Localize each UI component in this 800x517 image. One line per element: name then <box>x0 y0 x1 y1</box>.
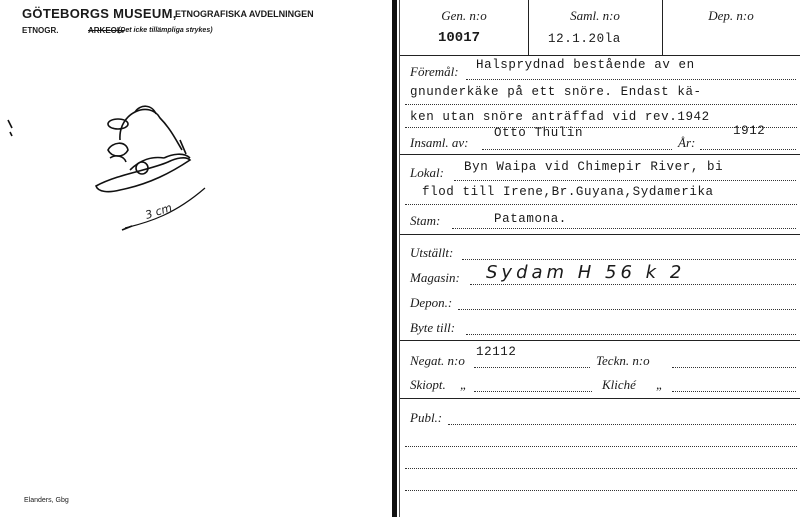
header-bottom-rule <box>400 55 800 56</box>
dotted-rule <box>474 391 592 392</box>
dotted-rule <box>700 149 796 150</box>
kliche-label: Kliché <box>602 377 636 392</box>
dotted-rule <box>405 204 797 205</box>
dotted-rule <box>405 468 797 469</box>
dotted-rule <box>474 367 590 368</box>
museum-name: GÖTEBORGS MUSEUM, <box>22 6 177 21</box>
dotted-rule <box>405 490 797 491</box>
foremal-line-2: gnunderkäke på ett snöre. Endast kä- <box>410 85 702 99</box>
dotted-rule <box>405 104 797 105</box>
foremal-label: Föremål: <box>410 64 459 79</box>
kliche-ditto: „ <box>656 377 664 392</box>
insaml-label: Insaml. av: <box>410 135 469 150</box>
ar-value: 1912 <box>733 124 766 138</box>
saml-number-value: 12.1.20la <box>548 32 621 46</box>
dotted-rule <box>482 149 672 150</box>
lokal-line-2: flod till Irene,Br.Guyana,Sydamerika <box>422 185 714 199</box>
depon-label: Depon.: <box>410 295 453 310</box>
card-divider-thin <box>399 0 400 517</box>
dotted-rule <box>462 259 796 260</box>
category-arkeol: ARKEOL. <box>88 26 124 35</box>
dep-number-label: Dep. n:o <box>708 8 754 23</box>
publ-label: Publ.: <box>410 410 443 425</box>
category-etnogr: ETNOGR. <box>22 26 59 35</box>
dotted-rule <box>448 424 796 425</box>
dotted-rule <box>452 228 796 229</box>
section-rule <box>400 154 800 155</box>
department-name: ETNOGRAFISKA AVDELNINGEN <box>175 9 314 19</box>
insaml-value: Otto Thulin <box>494 126 584 140</box>
dotted-rule <box>458 309 796 310</box>
utstallt-label: Utställt: <box>410 245 454 260</box>
printer-credit: Elanders, Gbg <box>24 497 69 504</box>
object-sketch <box>0 0 390 517</box>
saml-number-label: Saml. n:o <box>570 8 620 23</box>
sketch-scale-label: 3 cm <box>143 201 174 222</box>
dotted-rule <box>672 391 796 392</box>
gen-number-label: Gen. n:o <box>441 8 487 23</box>
section-rule <box>400 234 800 235</box>
gen-number-value: 10017 <box>438 30 481 46</box>
section-rule <box>400 340 800 341</box>
foremal-line-1: Halsprydnad bestående av en <box>476 58 695 72</box>
lokal-line-1: Byn Waipa vid Chimepir River, bi <box>464 160 724 174</box>
foremal-line-3: ken utan snöre anträffad vid rev.1942 <box>410 110 710 124</box>
dotted-rule <box>405 446 797 447</box>
ar-label: År: <box>678 135 696 150</box>
dotted-rule <box>672 367 796 368</box>
teckn-label: Teckn. n:o <box>596 353 650 368</box>
negat-value: 12112 <box>476 345 517 359</box>
section-rule <box>400 398 800 399</box>
dotted-rule <box>454 180 796 181</box>
strike-instruction: (Det icke tillämpliga strykes) <box>118 27 213 34</box>
dotted-rule <box>466 79 796 80</box>
magasin-value: Sydam H 56 k 2 <box>486 262 686 283</box>
negat-label: Negat. n:o <box>410 353 465 368</box>
lokal-label: Lokal: <box>410 165 444 180</box>
skiopt-label: Skiopt. <box>410 377 446 392</box>
dotted-rule <box>470 284 796 285</box>
byte-label: Byte till: <box>410 320 456 335</box>
card-divider <box>392 0 397 517</box>
magasin-label: Magasin: <box>410 270 460 285</box>
dotted-rule <box>466 334 796 335</box>
skiopt-ditto: „ <box>460 377 468 392</box>
stam-label: Stam: <box>410 213 441 228</box>
stam-value: Patamona. <box>494 212 567 226</box>
